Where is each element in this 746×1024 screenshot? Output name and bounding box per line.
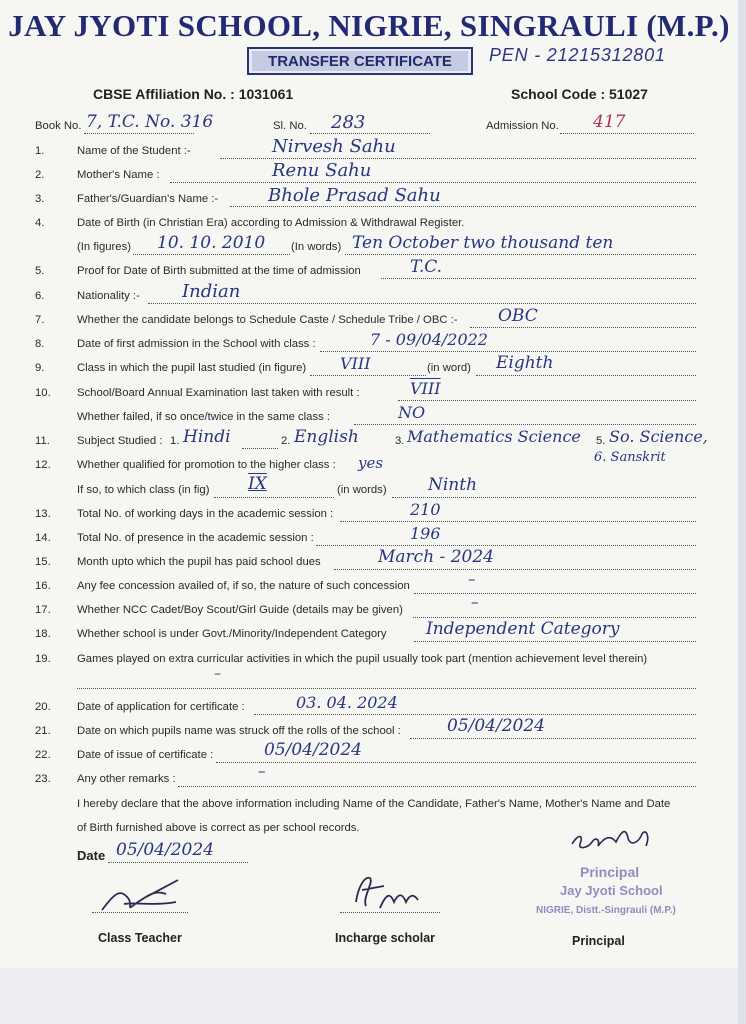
dotted-line: [316, 545, 696, 546]
subjects-label: Subject Studied :: [77, 435, 163, 447]
item-number: 17.: [35, 604, 51, 616]
dues-value: March - 2024: [378, 547, 494, 567]
item-number: 9.: [35, 362, 45, 374]
promotion-value: yes: [358, 454, 384, 472]
dotted-line: [310, 133, 430, 134]
item-number: 1.: [35, 145, 45, 157]
dotted-line: [476, 375, 696, 376]
school-title: JAY JYOTI SCHOOL, NIGRIE, SINGRAULI (M.P.): [8, 8, 730, 43]
father-name-label: Father's/Guardian's Name :-: [77, 193, 219, 205]
dotted-line: [413, 617, 696, 618]
issue-date-label: Date of issue of certificate :: [77, 749, 214, 761]
cbse-affiliation: CBSE Affiliation No. : 1031061: [93, 86, 294, 102]
dotted-line: [560, 133, 694, 134]
stamp-principal: Principal: [580, 864, 640, 880]
remarks-label: Any other remarks :: [77, 773, 176, 785]
dob-proof-label: Proof for Date of Birth submitted at the time of admission: [77, 265, 361, 277]
student-name-label: Name of the Student :-: [77, 145, 191, 157]
last-class-words-label: (in word): [427, 362, 471, 374]
dotted-line: [470, 327, 696, 328]
nationality-value: Indian: [182, 281, 241, 302]
declaration-line-1: I hereby declare that the above information including Name of the Candidate, Father's Name, Mother's Name and Date: [77, 798, 671, 810]
dotted-line: [345, 254, 696, 255]
struck-off-label: Date on which pupils name was struck off the rolls of the school :: [77, 725, 401, 737]
subject-number: 5.: [596, 435, 606, 447]
stamp-address: NIGRIE, Distt.-Singrauli (M.P.): [536, 905, 676, 916]
category-label: Whether the candidate belongs to Schedule Caste / Schedule Tribe / OBC :-: [77, 314, 458, 326]
dob-label: Date of Birth (in Christian Era) according to Admission & Withdrawal Register.: [77, 217, 465, 229]
item-number: 19.: [35, 653, 51, 665]
games-value: –: [214, 666, 221, 682]
dotted-line: [214, 497, 334, 498]
dotted-line: [254, 714, 696, 715]
ncc-value: –: [471, 593, 479, 611]
dotted-line: [133, 254, 290, 255]
dotted-line: [242, 448, 278, 449]
issue-date-value: 05/04/2024: [264, 740, 362, 760]
dotted-line: [178, 786, 696, 787]
dotted-line: [230, 206, 696, 207]
item-number: 15.: [35, 556, 51, 568]
item-number: 7.: [35, 314, 45, 326]
declaration-line-2: of Birth furnished above is correct as per school records.: [77, 822, 360, 834]
mother-name-label: Mother's Name :: [77, 169, 160, 181]
subject-social-science: So. Science,: [609, 427, 708, 446]
games-label: Games played on extra curricular activities in which the pupil usually took part (mention achievement level therein): [77, 653, 648, 665]
dotted-line: [410, 738, 696, 739]
nationality-label: Nationality :-: [77, 290, 140, 302]
dotted-line: [216, 762, 696, 763]
dob-figures-value: 10. 10. 2010: [157, 233, 266, 253]
dotted-line: [220, 158, 696, 159]
item-number: 2.: [35, 169, 45, 181]
category-value: OBC: [498, 306, 538, 326]
subject-number: 3.: [395, 435, 405, 447]
certificate-title: TRANSFER CERTIFICATE: [252, 51, 468, 71]
working-days-value: 210: [410, 500, 441, 519]
item-number: 3.: [35, 193, 45, 205]
item-number: 5.: [35, 265, 45, 277]
sl-no-value: 283: [331, 112, 366, 133]
application-date-label: Date of application for certificate :: [77, 701, 245, 713]
admission-no-value: 417: [593, 112, 626, 132]
dob-proof-value: T.C.: [410, 257, 443, 277]
promotion-label: Whether qualified for promotion to the higher class :: [77, 459, 336, 471]
school-code: School Code : 51027: [511, 86, 648, 102]
certificate-title-box: [247, 47, 473, 75]
principal-label: Principal: [572, 934, 625, 948]
student-name-value: Nirvesh Sahu: [272, 136, 396, 157]
pen-number: PEN - 21215312801: [489, 45, 666, 65]
last-class-figure-value: VIII: [340, 354, 371, 373]
promoted-class-figure: IX: [248, 474, 267, 494]
principal-signature: [566, 820, 666, 860]
presence-label: Total No. of presence in the academic session :: [77, 532, 314, 544]
failed-value: NO: [398, 403, 426, 422]
item-number: 12.: [35, 459, 51, 471]
dotted-line: [77, 688, 696, 689]
subject-sanskrit: 6. Sanskrit: [594, 450, 666, 465]
last-class-words-value: Eighth: [496, 353, 554, 373]
dob-words-label: (In words): [291, 241, 342, 253]
admission-no-label: Admission No.: [486, 120, 559, 132]
promoted-class-words: Ninth: [428, 475, 478, 495]
dotted-line: [310, 375, 426, 376]
incharge-signature: [344, 868, 434, 918]
dotted-line: [108, 862, 248, 863]
dotted-line: [340, 912, 440, 913]
exam-result-value: VIII: [410, 379, 441, 398]
dotted-line: [392, 497, 696, 498]
dotted-line: [320, 351, 696, 352]
item-number: 18.: [35, 628, 51, 640]
footer-date-label: Date: [77, 848, 106, 863]
failed-label: Whether failed, if so once/twice in the same class :: [77, 411, 331, 423]
subject-number: 2.: [281, 435, 291, 447]
promoted-class-words-label: (in words): [337, 484, 387, 496]
class-teacher-signature: [94, 872, 194, 922]
item-number: 23.: [35, 773, 51, 785]
dotted-line: [84, 133, 194, 134]
footer-date-value: 05/04/2024: [116, 840, 214, 860]
item-number: 6.: [35, 290, 45, 302]
application-date-value: 03. 04. 2024: [296, 693, 398, 712]
dotted-line: [354, 424, 696, 425]
presence-value: 196: [410, 524, 441, 543]
struck-off-value: 05/04/2024: [447, 716, 545, 736]
book-no-value: 7, T.C. No. 316: [86, 112, 214, 132]
dob-words-value: Ten October two thousand ten: [352, 233, 614, 253]
first-admission-value: 7 - 09/04/2022: [370, 330, 488, 349]
dotted-line: [414, 593, 696, 594]
dotted-line: [170, 182, 696, 183]
fee-concession-label: Any fee concession availed of, if so, the nature of such concession: [77, 580, 410, 592]
page-margin: [0, 968, 738, 1024]
item-number: 13.: [35, 508, 51, 520]
school-category-label: Whether school is under Govt./Minority/Independent Category: [77, 628, 387, 640]
dotted-line: [381, 278, 696, 279]
dotted-line: [92, 912, 188, 913]
last-class-label: Class in which the pupil last studied (in figure): [77, 362, 307, 374]
dotted-line: [340, 521, 696, 522]
dotted-line: [398, 400, 696, 401]
mother-name-value: Renu Sahu: [272, 160, 372, 181]
dotted-line: [414, 641, 696, 642]
fee-concession-value: –: [468, 570, 476, 588]
class-teacher-label: Class Teacher: [98, 931, 182, 945]
subject-maths-science: Mathematics Science: [407, 427, 581, 446]
father-name-value: Bhole Prasad Sahu: [268, 185, 441, 206]
book-no-label: Book No.: [35, 120, 82, 132]
dotted-line: [334, 569, 696, 570]
promoted-class-label: If so, to which class (in fig): [77, 484, 210, 496]
item-number: 11.: [35, 435, 50, 447]
item-number: 22.: [35, 749, 51, 761]
item-number: 8.: [35, 338, 45, 350]
remarks-value: –: [258, 762, 266, 780]
item-number: 10.: [35, 387, 51, 399]
item-number: 20.: [35, 701, 51, 713]
stamp-school-name: Jay Jyoti School: [560, 883, 663, 898]
sl-no-label: Sl. No.: [273, 120, 307, 132]
dues-label: Month upto which the pupil has paid school dues: [77, 556, 321, 568]
ncc-label: Whether NCC Cadet/Boy Scout/Girl Guide (details may be given): [77, 604, 403, 616]
item-number: 16.: [35, 580, 51, 592]
item-number: 4.: [35, 217, 45, 229]
incharge-label: Incharge scholar: [335, 931, 436, 945]
subject-number: 1.: [170, 435, 180, 447]
dob-figures-label: (In figures): [77, 241, 131, 253]
item-number: 14.: [35, 532, 51, 544]
item-number: 21.: [35, 725, 51, 737]
subject-hindi: Hindi: [183, 427, 231, 447]
dotted-line: [148, 303, 696, 304]
subject-english: English: [294, 427, 359, 447]
working-days-label: Total No. of working days in the academic session :: [77, 508, 334, 520]
exam-result-label: School/Board Annual Examination last taken with result :: [77, 387, 360, 399]
first-admission-label: Date of first admission in the School with class :: [77, 338, 316, 350]
school-category-value: Independent Category: [426, 619, 620, 639]
